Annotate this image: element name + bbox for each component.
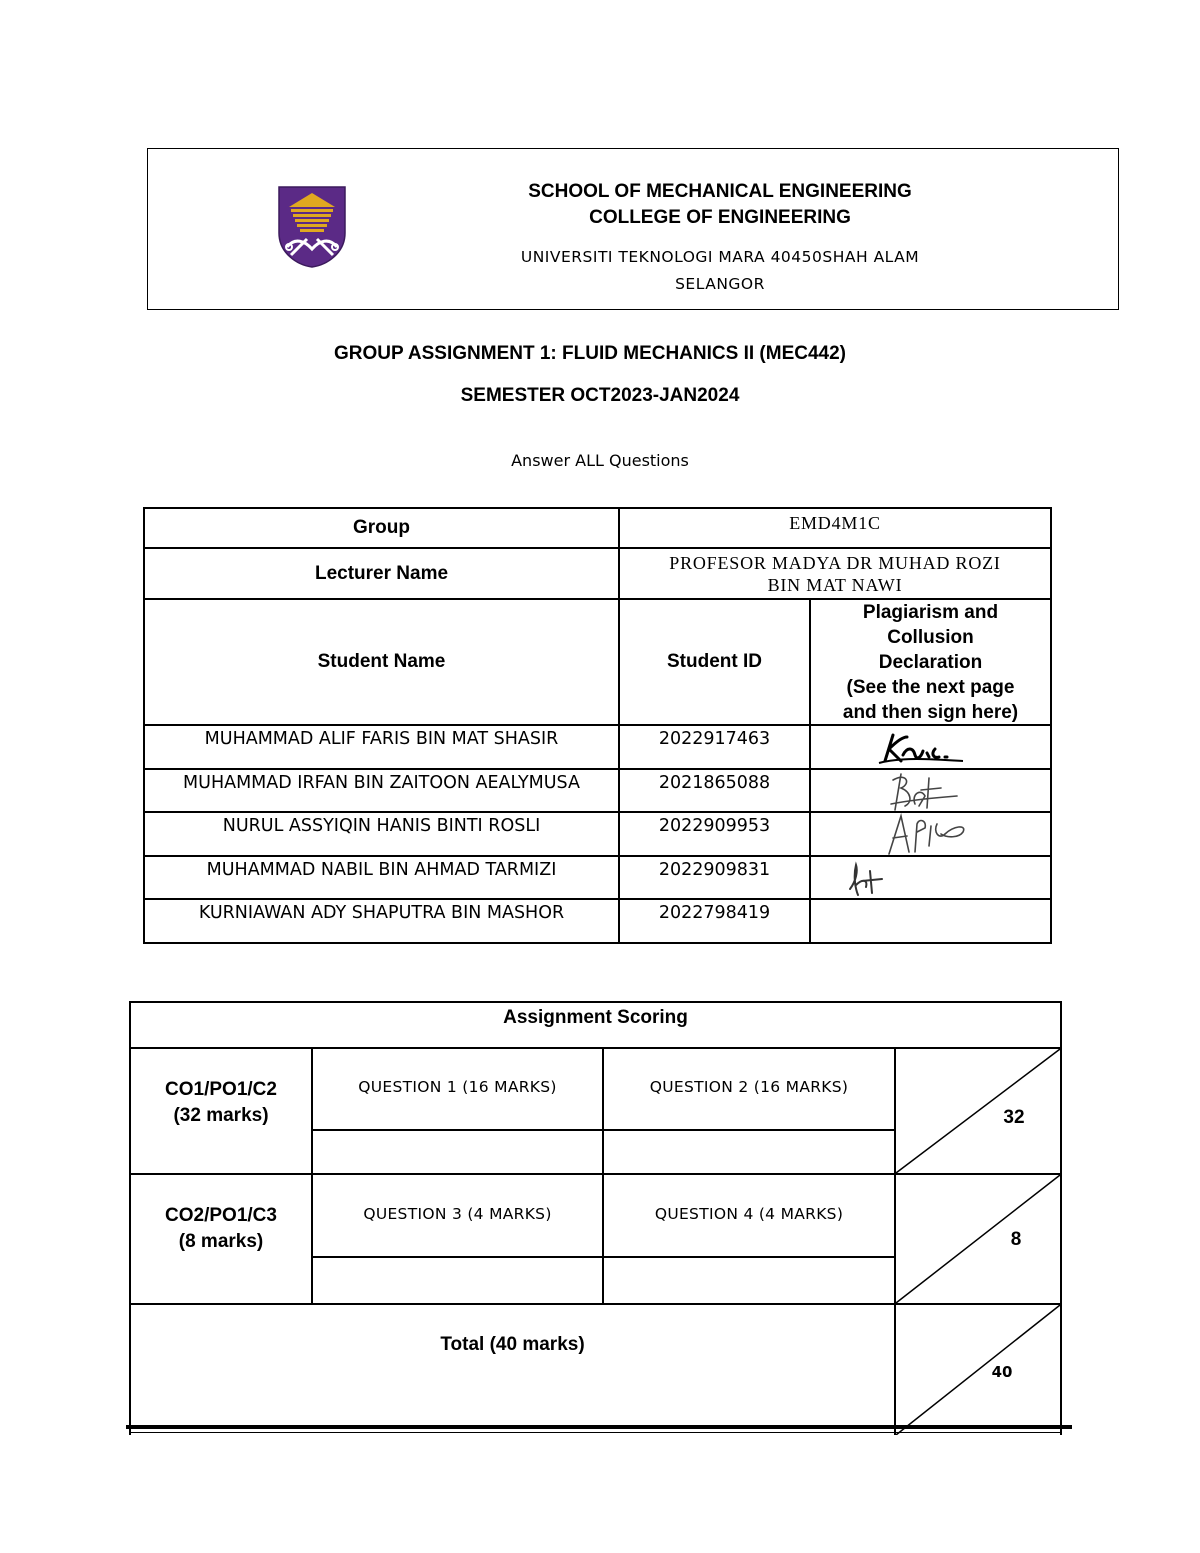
student-id-cell: [618, 855, 811, 900]
signature-image: [836, 857, 916, 899]
question-1-cell: [311, 1047, 604, 1131]
co1-label-cell: [129, 1047, 313, 1175]
question-2-label: QUESTION 2 (16 MARKS): [649, 1078, 849, 1096]
lecturer-label: Lecturer Name: [314, 562, 449, 584]
table-row: [143, 811, 620, 857]
group-value-cell: [618, 507, 1052, 549]
co1-line-1: CO1/PO1/C2: [165, 1079, 277, 1100]
semester-title: SEMESTER OCT2023-JAN2024: [460, 385, 740, 406]
total-value: 40: [991, 1363, 1013, 1381]
co1-line-2: (32 marks): [173, 1105, 269, 1126]
student-id: 2022917463: [658, 729, 771, 749]
bottom-rule: [126, 1425, 1072, 1429]
diagonal-line: [896, 1049, 1060, 1173]
question-3-label: QUESTION 3 (4 MARKS): [363, 1205, 552, 1223]
student-id-cell: [618, 811, 811, 857]
question-3-cell: [311, 1173, 604, 1258]
table-row: [143, 724, 620, 770]
table-row: [143, 898, 620, 944]
declaration-line-2: Collusion: [887, 626, 974, 648]
lecturer-name-line-1: PROFESOR MADYA DR MUHAD ROZI: [669, 552, 1001, 573]
co2-line-2: (8 marks): [178, 1231, 264, 1252]
student-name: MUHAMMAD ALIF FARIS BIN MAT SHASIR: [204, 729, 559, 749]
declaration-line-3: Declaration: [878, 651, 983, 673]
student-name: MUHAMMAD NABIL BIN AHMAD TARMIZI: [206, 860, 557, 880]
assignment-title: GROUP ASSIGNMENT 1: FLUID MECHANICS II (MEC442): [334, 343, 846, 364]
declaration-line-1: Plagiarism and: [862, 601, 999, 623]
question-2-cell: [602, 1047, 896, 1131]
co2-total-cell: [894, 1173, 1062, 1305]
total-value-cell: [894, 1303, 1062, 1435]
group-label: Group: [353, 517, 410, 538]
diagonal-line: [896, 1305, 1060, 1435]
instruction-text: Answer ALL Questions: [511, 451, 689, 470]
scoring-title-cell: [129, 1001, 1062, 1049]
school-name: SCHOOL OF MECHANICAL ENGINEERING: [528, 181, 912, 202]
question-1-score-cell: [311, 1129, 604, 1175]
signature-cell: [809, 855, 1052, 900]
question-2-score-cell: [602, 1129, 896, 1175]
address-line-2: SELANGOR: [675, 275, 765, 293]
question-4-label: QUESTION 4 (4 MARKS): [654, 1205, 844, 1223]
question-4-score-cell: [602, 1256, 896, 1305]
address-line-1: UNIVERSITI TEKNOLOGI MARA 40450SHAH ALAM: [520, 248, 920, 266]
signature-cell: [809, 811, 1052, 857]
lecturer-label-cell: [143, 547, 620, 600]
table-row: [143, 768, 620, 813]
student-name-header-label: Student Name: [317, 651, 446, 672]
signature-image: [871, 770, 971, 812]
student-id-cell: [618, 768, 811, 813]
co2-total: 8: [1010, 1229, 1022, 1250]
lecturer-name-line-2: BIN MAT NAWI: [767, 574, 903, 595]
signature-cell: [809, 724, 1052, 770]
declaration-line-5: and then sign here): [842, 701, 1019, 723]
bottom-rule-thin: [129, 1432, 1062, 1433]
student-id: 2022798419: [658, 903, 771, 923]
co2-line-1: CO2/PO1/C3: [165, 1205, 277, 1226]
declaration-line-4: (See the next page: [846, 676, 1015, 698]
student-id-header: [618, 598, 811, 726]
co1-total: 32: [1003, 1107, 1025, 1128]
question-3-score-cell: [311, 1256, 604, 1305]
table-row: [143, 855, 620, 900]
scoring-title: Assignment Scoring: [503, 1007, 688, 1028]
group-label-cell: [143, 507, 620, 549]
student-id-header-label: Student ID: [667, 651, 762, 672]
student-id-cell: [618, 724, 811, 770]
declaration-header: [809, 598, 1052, 726]
signature-image: [871, 812, 981, 856]
student-name: KURNIAWAN ADY SHAPUTRA BIN MASHOR: [198, 903, 565, 923]
question-4-cell: [602, 1173, 896, 1258]
student-id: 2022909831: [658, 860, 771, 880]
uitm-logo: [277, 185, 347, 269]
student-name-header: [143, 598, 620, 726]
total-label: Total (40 marks): [440, 1334, 585, 1355]
signature-cell-empty: [809, 898, 1052, 944]
student-id: 2021865088: [658, 773, 771, 793]
group-value: EMD4M1C: [789, 513, 881, 533]
co2-label-cell: [129, 1173, 313, 1305]
lecturer-value-cell: [618, 547, 1052, 600]
total-label-cell: [129, 1303, 896, 1435]
student-name: NURUL ASSYIQIN HANIS BINTI ROSLI: [222, 816, 541, 836]
student-name: MUHAMMAD IRFAN BIN ZAITOON AEALYMUSA: [183, 773, 580, 793]
signature-cell: [809, 768, 1052, 813]
co1-total-cell: [894, 1047, 1062, 1175]
student-id-cell: [618, 898, 811, 944]
signature-image: [871, 727, 971, 767]
college-name: COLLEGE OF ENGINEERING: [589, 207, 851, 228]
question-1-label: QUESTION 1 (16 MARKS): [358, 1078, 557, 1096]
student-id: 2022909953: [658, 816, 771, 836]
